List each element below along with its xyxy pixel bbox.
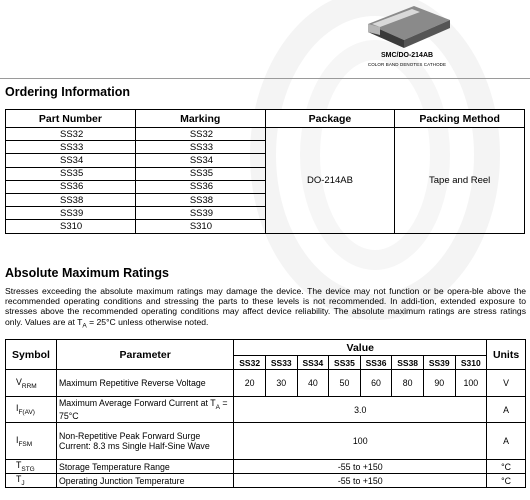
header-part-number: Part Number bbox=[6, 110, 136, 128]
parameter-cell: Operating Junction Temperature bbox=[56, 474, 233, 488]
symbol-cell: $T_{STG}$ bbox=[6, 460, 57, 474]
part-number: SS35 bbox=[6, 167, 136, 180]
value-cell: 80 bbox=[392, 370, 424, 397]
ordering-title: Ordering Information bbox=[5, 85, 130, 99]
part-header: SS33 bbox=[265, 356, 297, 370]
value-cell: 20 bbox=[234, 370, 266, 397]
unit-cell: °C bbox=[487, 474, 526, 488]
marking: SS36 bbox=[135, 180, 265, 193]
marking: S310 bbox=[135, 220, 265, 233]
package-cell: DO-214AB bbox=[265, 128, 395, 234]
symbol-cell: $V_{RRM}$ bbox=[6, 370, 57, 397]
header-packing-method: Packing Method bbox=[395, 110, 525, 128]
value-cell: -55 to +150 bbox=[234, 474, 487, 488]
part-number: SS32 bbox=[6, 128, 136, 141]
table-row bbox=[6, 128, 525, 141]
ordering-table bbox=[5, 109, 525, 234]
ordering-header-row bbox=[6, 110, 525, 128]
part-number: SS33 bbox=[6, 141, 136, 154]
parameter-cell: Storage Temperature Range bbox=[56, 460, 233, 474]
header-parameter: Parameter bbox=[56, 340, 233, 370]
header-package: Package bbox=[265, 110, 395, 128]
abs-max-intro: Stresses exceeding the absolute maximum ratings may damage the device. The device may not function or be opera-ble above the recommended operating conditions and stressing the parts to these levels is not recommended. In addi-tion, extended exposure to stresses above the recommended operating conditions may affect device reliability. The absolute maximum ratings are stress ratings only. Values are at $T_A = 25^\circ C$ unless otherwise noted. bbox=[5, 286, 526, 330]
value-cell: 40 bbox=[297, 370, 329, 397]
smc-package-icon bbox=[362, 2, 454, 50]
header-symbol: Symbol bbox=[6, 340, 57, 370]
marking: SS38 bbox=[135, 193, 265, 206]
symbol-cell: $T_J$ bbox=[6, 474, 57, 488]
table-row bbox=[6, 370, 526, 397]
parameter-cell: Maximum Repetitive Reverse Voltage bbox=[56, 370, 233, 397]
package-illustration bbox=[352, 0, 462, 72]
parameter-cell: Non-Repetitive Peak Forward Surge Current: 8.3 ms Single Half-Sine Wave bbox=[56, 423, 233, 460]
marking: SS35 bbox=[135, 167, 265, 180]
abs-max-title: Absolute Maximum Ratings bbox=[5, 266, 169, 280]
marking: SS39 bbox=[135, 207, 265, 220]
part-number: SS36 bbox=[6, 180, 136, 193]
part-header: SS35 bbox=[329, 356, 361, 370]
header-value: Value bbox=[234, 340, 487, 356]
marking: SS34 bbox=[135, 154, 265, 167]
part-header: SS36 bbox=[360, 356, 392, 370]
unit-cell: V bbox=[487, 370, 526, 397]
value-cell: 3.0 bbox=[234, 397, 487, 423]
marking: SS33 bbox=[135, 141, 265, 154]
unit-cell: A bbox=[487, 397, 526, 423]
part-header: S310 bbox=[455, 356, 487, 370]
table-row bbox=[6, 423, 526, 460]
header-marking: Marking bbox=[135, 110, 265, 128]
symbol-cell: $I_{FSM}$ bbox=[6, 423, 57, 460]
marking: SS32 bbox=[135, 128, 265, 141]
table-row bbox=[6, 460, 526, 474]
header-units: Units bbox=[487, 340, 526, 370]
value-cell: 100 bbox=[234, 423, 487, 460]
symbol-cell: $I_{F(AV)}$ bbox=[6, 397, 57, 423]
part-number: SS34 bbox=[6, 154, 136, 167]
value-cell: 90 bbox=[423, 370, 455, 397]
part-number: SS38 bbox=[6, 193, 136, 206]
packing-cell: Tape and Reel bbox=[395, 128, 525, 234]
part-header: SS39 bbox=[423, 356, 455, 370]
unit-cell: °C bbox=[487, 460, 526, 474]
part-header: SS38 bbox=[392, 356, 424, 370]
value-cell: -55 to +150 bbox=[234, 460, 487, 474]
package-name: SMC/DO-214AB bbox=[380, 52, 434, 59]
part-header: SS34 bbox=[297, 356, 329, 370]
value-cell: 50 bbox=[329, 370, 361, 397]
abs-max-table bbox=[5, 339, 526, 488]
table-row bbox=[6, 397, 526, 423]
value-cell: 60 bbox=[360, 370, 392, 397]
divider bbox=[0, 78, 530, 79]
table-row bbox=[6, 474, 526, 488]
part-number: SS39 bbox=[6, 207, 136, 220]
part-header: SS32 bbox=[234, 356, 266, 370]
parameter-cell: Maximum Average Forward Current at $T_A = 75^\circ C$ bbox=[56, 397, 233, 423]
value-cell: 30 bbox=[265, 370, 297, 397]
abs-header-row bbox=[6, 340, 526, 356]
package-note: COLOR BAND DENOTES CATHODE bbox=[367, 62, 447, 67]
unit-cell: A bbox=[487, 423, 526, 460]
value-cell: 100 bbox=[455, 370, 487, 397]
part-number: S310 bbox=[6, 220, 136, 233]
